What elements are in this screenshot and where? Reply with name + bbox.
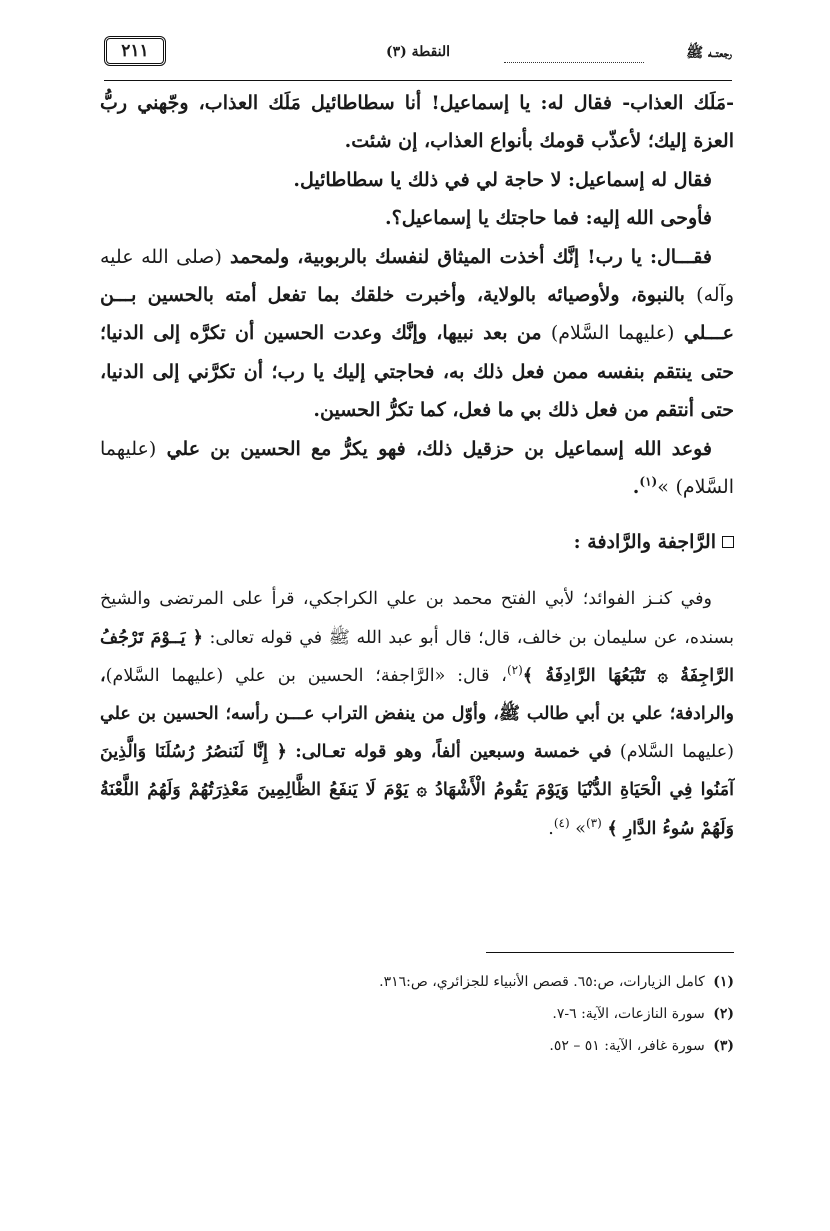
paragraph: فوعد الله إسماعيل بن حزقيل ذلك، فهو يكرُّ مع الحسين بن علي (عليهما السَّلام) »$^{(١)}$. — [100, 437, 734, 499]
header-divider — [104, 80, 732, 81]
footnote-ref: (٤) — [553, 815, 570, 830]
square-bullet-icon — [722, 536, 734, 548]
honorific: (عليهما السَّلام) — [550, 322, 675, 345]
chapter-title: رجعتــه ﷺ — [686, 45, 732, 61]
honorific: (عليهما السَّلام) — [619, 742, 734, 763]
paragraph: -مَلَك العذاب- فقال له: يا إسماعيل! أنا سطاطائيل مَلَك العذاب، وجّهني ربُّ العزة إليك؛ لأعذّب قومك بأنواع العذاب، إن شئت. — [100, 92, 734, 153]
honorific: (عليهما السَّلام) — [100, 437, 734, 499]
paragraph: فقال له إسماعيل: لا حاجة لي في ذلك يا سطاطائيل. — [293, 168, 712, 191]
footnote-divider — [486, 952, 734, 953]
footnote: (٣) سورة غافر، الآية: ٥١ – ٥٢. — [549, 1038, 734, 1054]
honorific: (صلى الله عليه وآله) — [100, 245, 734, 307]
page-number: ٢١١ — [104, 36, 166, 66]
honorific: (عليهما السَّلام) — [105, 665, 224, 686]
section-heading: الرَّاجفة والرَّادفة : — [100, 528, 734, 556]
quran-verse: ﴿ إِنَّا لَنَنصُرُ رُسُلَنَا وَالَّذِينَ آمَنُوا فِي الْحَيَاةِ الدُّنْيَا وَيَوْمَ يَقُومُ الْأَشْهَادُ ۞ يَوْمَ لَا يَنفَعُ الظَّالِمِينَ مَعْذِرَتُهُمْ وَلَهُمُ اللَّعْنَةُ وَلَهُمْ سُوءُ الدَّارِ ﴾ — [100, 742, 734, 839]
footnote-ref: (٢) — [506, 663, 523, 678]
paragraph: وفي كنـز الفوائد؛ لأبي الفتح محمد بن علي الكراجكي، قرأ على المرتضى والشيخ بسنده، عن سليمان بن خالف، قال؛ قال أبو عبد الله ﷺ في قوله تعالى: ﴿ يَــوْمَ تَرْجُفُ الرَّاجِفَةُ ۞ تَتْبَعُهَا الرَّادِفَةُ ﴾$^{(٢)}$، قال: «الرَّاجفة؛ الحسين بن علي (عليهما السَّلام)، والرادفة؛ علي بن أبي طالب ﷺ، وأوّل من ينفض التراب عـــن رأسه؛ الحسين بن علي (عليهما السَّلام) في خمسة وسبعين ألفاً، وهو قوله تعـالى: ﴿ إِنَّا لَنَنصُرُ رُسُلَنَا وَالَّذِينَ آمَنُوا فِي الْحَيَاةِ الدُّنْيَا وَيَوْمَ يَقُومُ الْأَشْهَادُ ۞ يَوْمَ لَا يَنفَعُ الظَّالِمِينَ مَعْذِرَتُهُمْ وَلَهُمُ اللَّعْنَةُ وَلَهُمْ سُوءُ الدَّارِ ﴾ $^{(٣)}$» $^{(٤)}$. — [100, 589, 734, 839]
main-text — [100, 84, 734, 848]
footnotes — [100, 966, 734, 1062]
paragraph: فقـــال: يا رب! إنَّك أخذت الميثاق لنفسك بالربوبية، ولمحمد (صلى الله عليه وآله) بالنبوة، ولأوصيائه بالولاية، وأخبرت خلقك بما تفعل أمته بالحسين بـــن عـــلي (عليهما السَّلام) من بعد نبيها، وإنَّك وعدت الحسين أن تكرَّه إلى الدنيا؛ حتى ينتقم بنفسه ممن فعل ذلك به، فحاجتي إليك يا رب؛ أن تكرَّني إلى الدنيا، حتى أنتقم من فعل ذلك بي ما فعل، كما تكرُّ الحسين. — [100, 245, 734, 422]
footnote: (٢) سورة النازعات، الآية: ٦-٧. — [552, 1006, 734, 1022]
running-header — [104, 34, 732, 74]
quran-verse: ﴿ يَــوْمَ تَرْجُفُ الرَّاجِفَةُ ۞ تَتْبَعُهَا الرَّادِفَةُ ﴾ — [100, 627, 734, 686]
paragraph: فأوحى الله إليه: فما حاجتك يا إسماعيل؟. — [385, 207, 712, 230]
footnote: (١) كامل الزيارات، ص:٦٥. قصص الأنبياء للجزائري، ص:٣١٦. — [379, 974, 734, 990]
footnote-ref: (١) — [639, 474, 658, 489]
section-title: النقطة (٣) — [385, 44, 451, 60]
footnote-ref: (٣) — [585, 815, 602, 830]
